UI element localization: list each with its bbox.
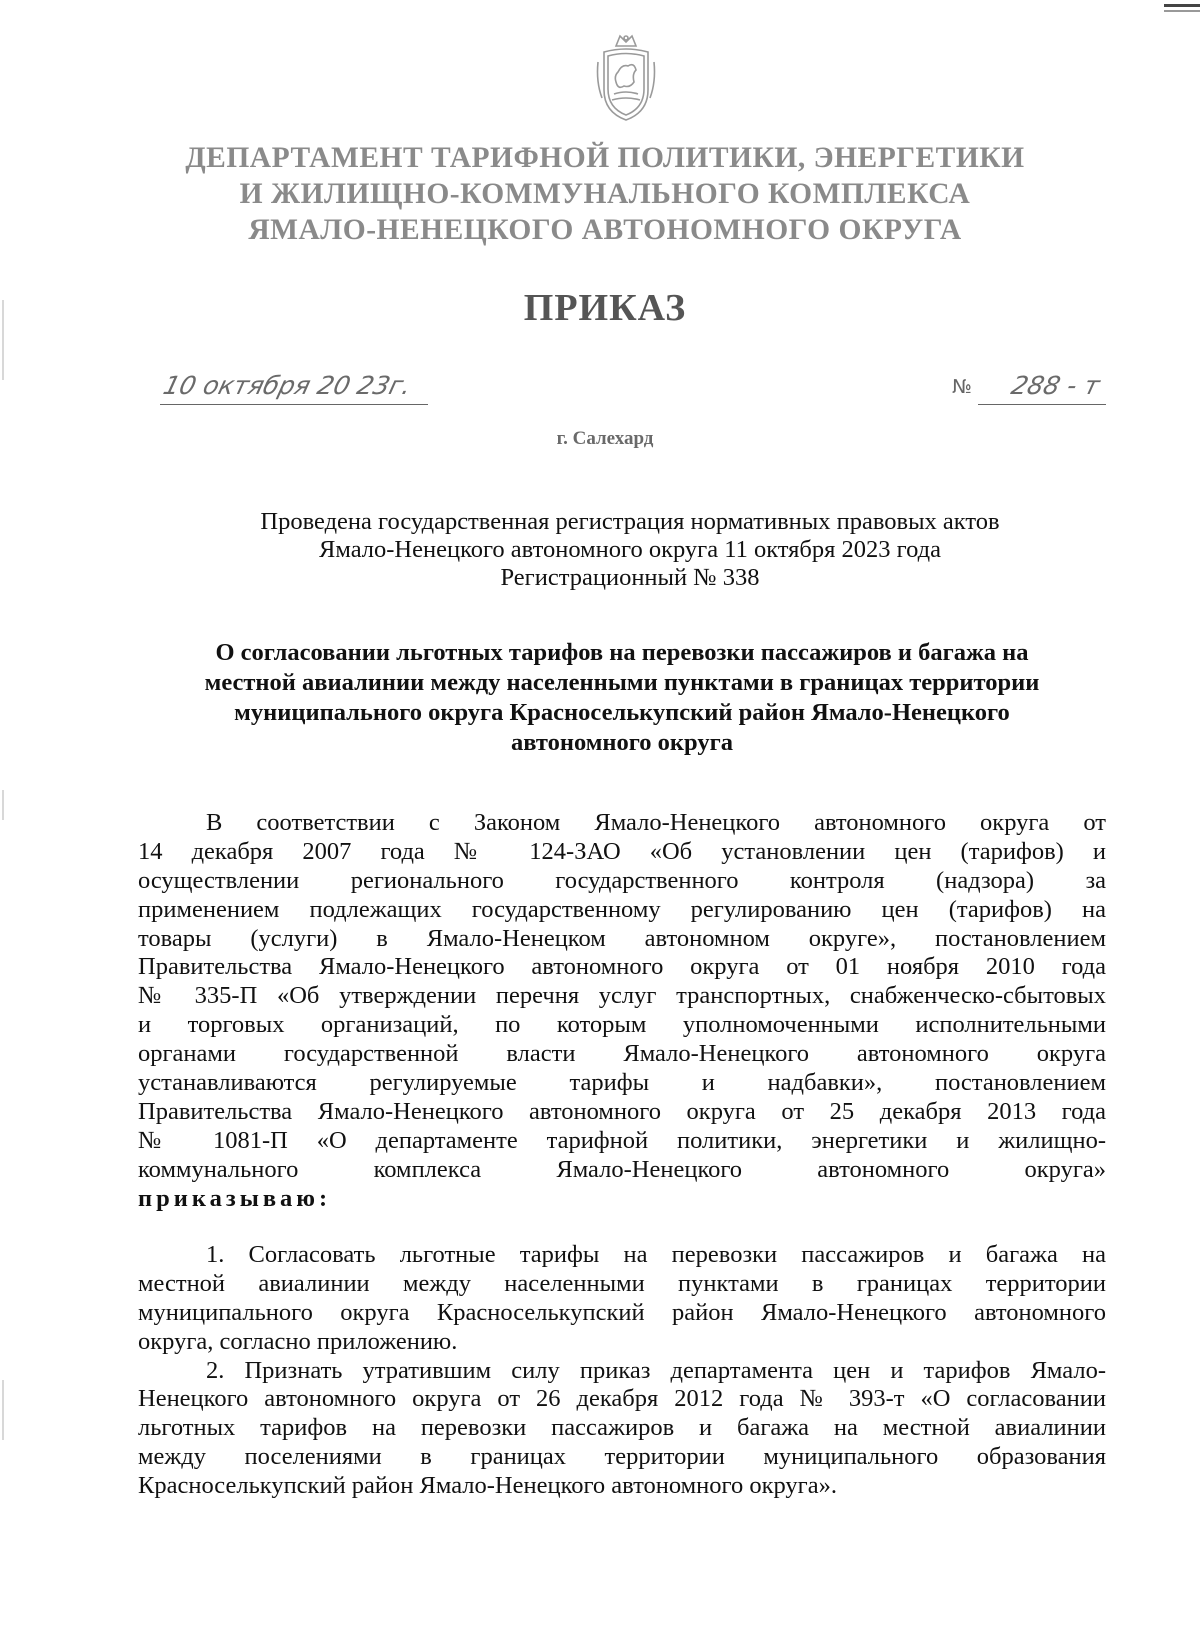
text-line: применением подлежащих государственному регулированию цен (тарифов) на: [138, 895, 1106, 923]
document-title: [138, 638, 1106, 758]
department-name-line1: ДЕПАРТАМЕНТ ТАРИФНОЙ ПОЛИТИКИ, ЭНЕРГЕТИКИ: [185, 142, 1025, 174]
title-line: автономного округа: [511, 729, 733, 756]
registration-line: Ямало-Ненецкого автономного округа 11 октября 2023 года: [319, 536, 941, 563]
title-line: О согласовании льготных тарифов на перевозки пассажиров и багажа на: [215, 639, 1029, 666]
text-line: товары (услуги) в Ямало-Ненецком автономном округе», постановлением: [138, 924, 1106, 952]
coat-of-arms-icon: [594, 32, 658, 124]
text-line: № 335-П «Об утверждении перечня услуг транспортных, снабженческо-сбытовых: [138, 982, 1106, 1010]
text-line: между поселениями в границах территории муниципального образования: [138, 1443, 1106, 1471]
text-line: № 1081-П «О департаменте тарифной политики, энергетики и жилищно-: [138, 1126, 1106, 1154]
document-type: ПРИКАЗ: [523, 287, 687, 329]
text-line: Правительства Ямало-Ненецкого автономного округа от 25 декабря 2013 года: [138, 1097, 1106, 1125]
text-line: осуществлении регионального государственного контроля (надзора) за: [138, 866, 1106, 894]
scan-artifact: [2, 1380, 4, 1440]
scan-artifact: [2, 790, 4, 820]
text-line: В соответствии с Законом Ямало-Ненецкого автономного округа от: [206, 809, 1106, 836]
text-line: и торговых организаций, по которым уполномоченными исполнительными: [138, 1011, 1106, 1039]
document-city: г. Салехард: [556, 428, 654, 449]
document-date: 10 октября 20 23г.: [160, 371, 415, 400]
department-name-line2: И ЖИЛИЩНО-КОММУНАЛЬНОГО КОМПЛЕКСА: [239, 178, 971, 210]
number-label: №: [952, 376, 972, 398]
text-line: местной авиалинии между населенными пунктами в границах территории: [138, 1269, 1106, 1297]
order-word: приказываю:: [138, 1184, 332, 1212]
text-line: органами государственной власти Ямало-Ненецкого автономного округа: [138, 1040, 1106, 1068]
registration-stamp: [200, 508, 1060, 592]
text-line: муниципального округа Красноселькупский район Ямало-Ненецкого автономного: [138, 1298, 1106, 1326]
text-line: Ненецкого автономного округа от 26 декабря 2012 года № 393-т «О согласовании: [138, 1385, 1106, 1413]
text-line: Красноселькупский район Ямало-Ненецкого автономного округа».: [138, 1472, 837, 1500]
text-line: льготных тарифов на перевозки пассажиров и багажа на местной авиалинии: [138, 1414, 1106, 1442]
registration-line: Регистрационный № 338: [500, 564, 760, 591]
text-line: 1. Согласовать льготные тарифы на перевозки пассажиров и багажа на: [206, 1241, 1106, 1268]
text-line: устанавливаются регулируемые тарифы и надбавки», постановлением: [138, 1069, 1106, 1097]
department-name-line3: ЯМАЛО-НЕНЕЦКОГО АВТОНОМНОГО ОКРУГА: [248, 214, 962, 246]
text-line: 2. Признать утратившим силу приказ департамента цен и тарифов Ямало-: [206, 1356, 1106, 1384]
title-line: муниципального округа Красноселькупский район Ямало-Ненецкого: [234, 699, 1010, 726]
document-number: 288 - т: [1008, 371, 1103, 400]
scan-artifact: [1164, 4, 1200, 7]
order-items: [138, 1241, 1106, 1501]
text-line: Правительства Ямало-Ненецкого автономного округа от 01 ноября 2010 года: [138, 953, 1106, 981]
registration-line: Проведена государственная регистрация нормативных правовых актов: [260, 508, 1000, 535]
text-line: округа, согласно приложению.: [138, 1327, 458, 1355]
scan-artifact: [1164, 10, 1200, 12]
preamble-paragraph: [138, 809, 1106, 1213]
scan-artifact: [2, 300, 4, 380]
text-line: 14 декабря 2007 года № 124-ЗАО «Об установлении цен (тарифов) и: [138, 837, 1106, 865]
text-line: коммунального комплекса Ямало-Ненецкого автономного округа»: [138, 1155, 1106, 1183]
title-line: местной авиалинии между населенными пунктами в границах территории: [204, 669, 1040, 696]
